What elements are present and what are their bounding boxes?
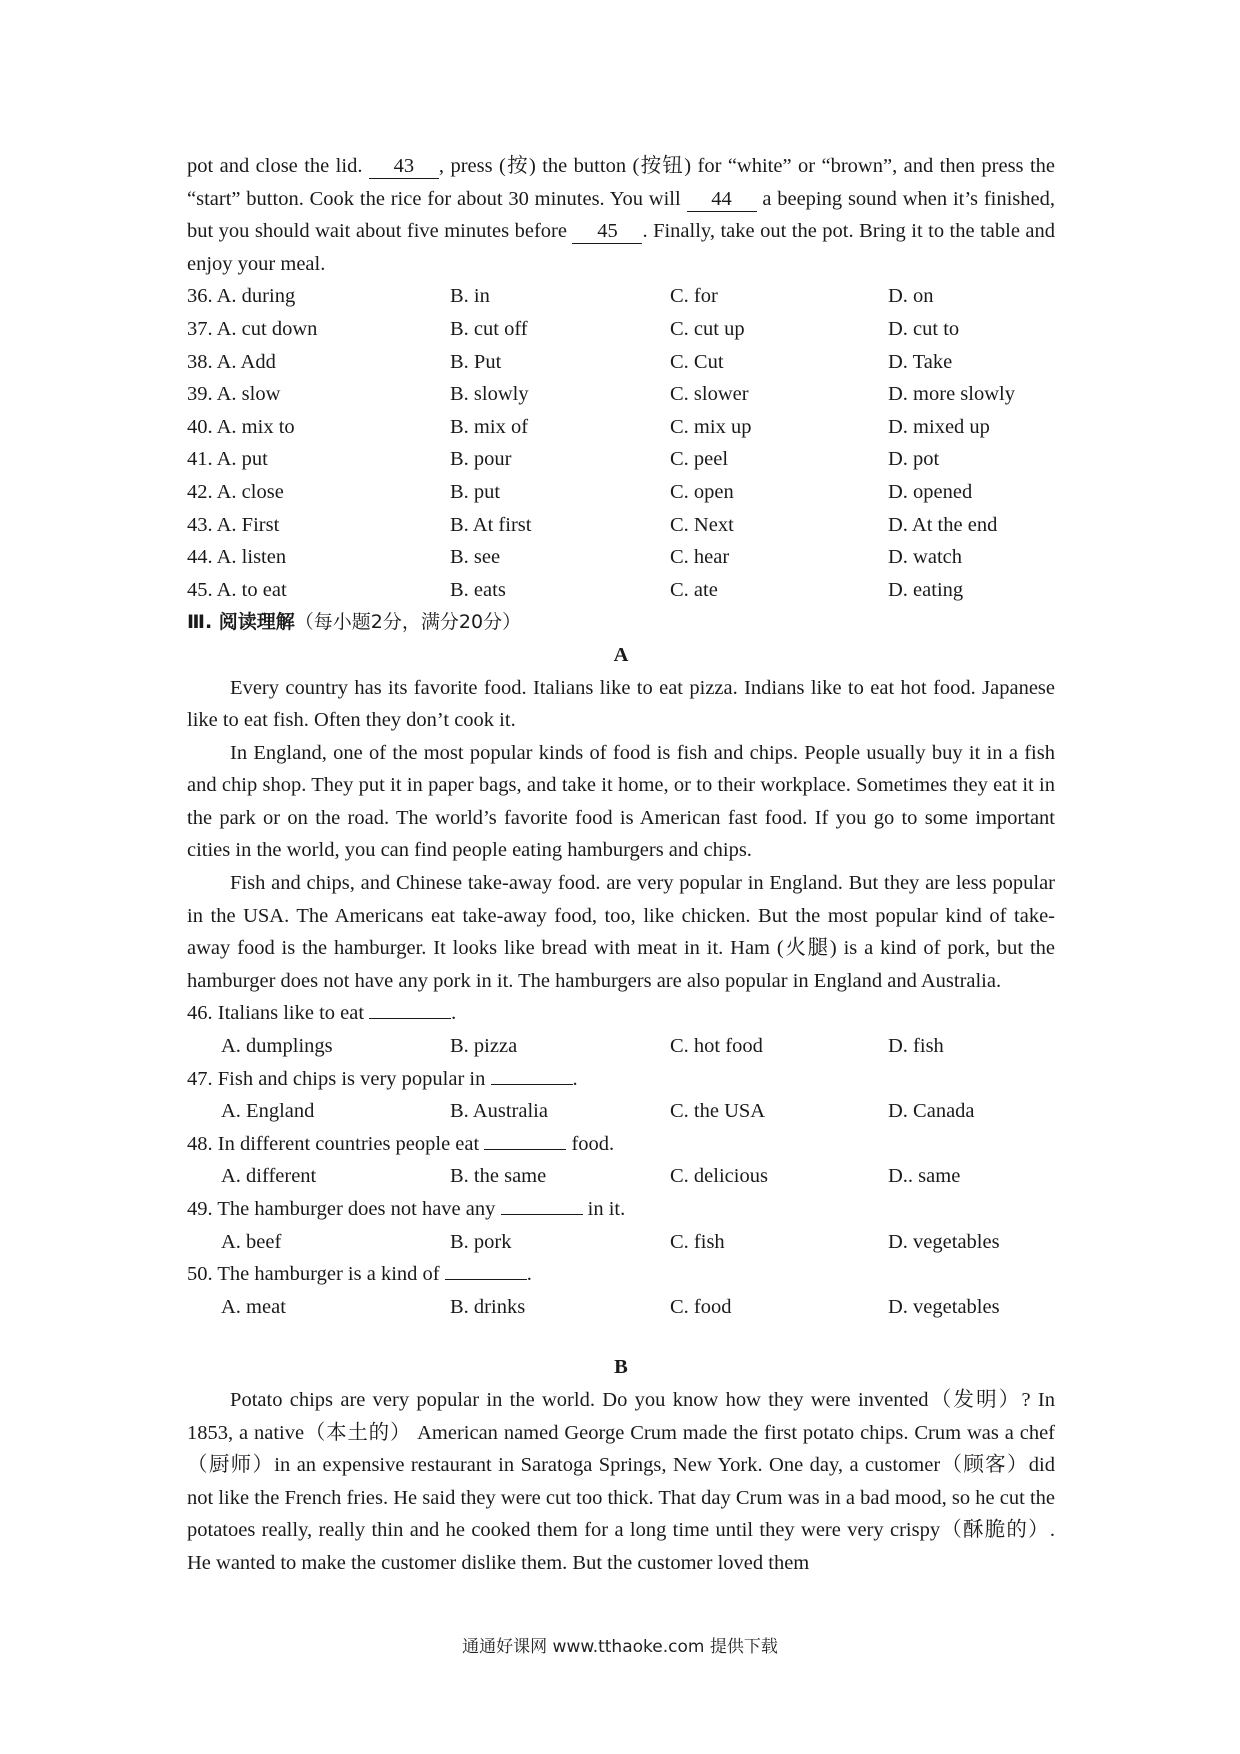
option-b: B. pork: [450, 1230, 512, 1253]
passage-paragraph: Potato chips are very popular in the world. Do you know how they were invented（发明）? In 1853, a native（本土的） American named George Crum made the first potato chips. Crum was a chef（厨师）in an expensive restaurant in Saratoga Springs, New York. One day, a customer（顾客）did not like the French fries. He said they were cut too thick. That day Crum was in a bad mood, so he cut the potatoes really, really thin and he cooked them for a long time until they were very crispy（酥脆的）. He wanted to make the customer dislike them. But the customer loved them: [187, 1388, 1055, 1574]
option-a: 45. A. to eat: [187, 578, 287, 601]
spacer: [187, 1323, 1055, 1351]
option-b: B. eats: [450, 578, 506, 601]
question-stem: [187, 997, 1055, 1030]
option-d: D. vegetables: [888, 1230, 1000, 1253]
stem-text: .: [572, 1067, 578, 1090]
option-row: [187, 443, 1055, 476]
option-d: D. mixed up: [888, 415, 990, 438]
option-a: 43. A. First: [187, 513, 280, 536]
option-d: D. Canada: [888, 1100, 975, 1123]
option-c: C. hot food: [670, 1035, 763, 1058]
question-stem: [187, 1258, 1055, 1291]
option-d: D. opened: [888, 480, 973, 503]
option-b: B. drinks: [450, 1295, 526, 1318]
passage-paragraph: Fish and chips, and Chinese take-away food. are very popular in England. But they are less popular in the USA. The Americans eat take-away food, too, like chicken. But the most popular kind of take-away food is the hamburger. It looks like bread with meat in it. Ham (火腿) is a kind of pork, but the hamburger does not have any pork in it. The hamburgers are also popular in England and Australia.: [187, 872, 1055, 992]
option-d: D. more slowly: [888, 383, 1015, 406]
option-row: [187, 476, 1055, 509]
cloze-text: , press (按) the button (按钮) for “white” or “brown”, and then press the “start” button. Cook the rice for about 30 minutes. You will: [187, 155, 1055, 210]
stem-text: 50. The hamburger is a kind of: [187, 1263, 445, 1286]
option-a: 44. A. listen: [187, 546, 287, 569]
option-c: C. delicious: [670, 1165, 768, 1188]
passage-a-title: A: [613, 643, 629, 666]
option-c: C. ate: [670, 578, 718, 601]
option-a: 41. A. put: [187, 448, 268, 471]
option-b: B. pizza: [450, 1035, 518, 1058]
cloze-passage-tail: [187, 150, 1055, 280]
option-d: D. cut to: [888, 317, 960, 340]
answer-blank: [491, 1084, 573, 1085]
cloze-text: . Finally, take out the pot. Bring it to the table and enjoy your meal.: [187, 220, 1056, 275]
section-title: Ⅲ. 阅读理解: [187, 611, 295, 634]
stem-text: in it.: [582, 1198, 626, 1220]
option-row: [187, 411, 1055, 444]
option-a: 42. A. close: [187, 480, 284, 503]
option-c: C. for: [670, 285, 718, 308]
option-a: 36. A. during: [187, 285, 296, 308]
option-b: B. Put: [450, 350, 502, 373]
stem-text: .: [451, 1002, 457, 1025]
option-c: C. fish: [670, 1230, 725, 1253]
question-list: [187, 997, 1055, 1323]
option-row: [187, 378, 1055, 411]
option-d: D. Take: [888, 350, 953, 373]
option-d: D. on: [888, 285, 934, 308]
cloze-text: a beeping sound when it’s finished, but you should wait about five minutes before: [187, 187, 1055, 243]
option-c: C. Next: [670, 513, 734, 536]
option-row: [187, 574, 1055, 607]
stem-text: 46. Italians like to eat: [187, 1002, 370, 1025]
option-c: C. cut up: [670, 317, 745, 340]
option-b: B. the same: [450, 1165, 547, 1188]
section-heading: [187, 606, 1055, 639]
option-a: 37. A. cut down: [187, 317, 318, 340]
stem-text: 49. The hamburger does not have any: [187, 1198, 501, 1220]
question-stem: [187, 1193, 1055, 1226]
option-row: [187, 346, 1055, 379]
option-row: [187, 1160, 1055, 1193]
option-d: D.. same: [888, 1165, 961, 1188]
passage-b-title: B: [614, 1356, 628, 1379]
option-d: D. At the end: [888, 513, 998, 536]
cloze-text: pot and close the lid.: [187, 155, 369, 177]
option-c: C. Cut: [670, 350, 724, 373]
passage-paragraph: Every country has its favorite food. Italians like to eat pizza. Indians like to eat hot food. Japanese like to eat fish. Often they don’t cook it.: [187, 676, 1055, 732]
option-b: B. in: [450, 285, 490, 308]
option-c: C. the USA: [670, 1100, 766, 1123]
option-d: D. fish: [888, 1035, 944, 1058]
section-note: （每小题2分，满分20分）: [294, 611, 522, 634]
option-a: 40. A. mix to: [187, 415, 295, 438]
exam-page: [187, 150, 1055, 1580]
option-b: B. pour: [450, 448, 512, 471]
option-b: B. slowly: [450, 383, 529, 406]
question-stem: [187, 1063, 1055, 1096]
option-d: D. watch: [888, 546, 963, 569]
option-row: [187, 280, 1055, 313]
option-a: A. dumplings: [221, 1035, 333, 1058]
cloze-options: [187, 280, 1055, 606]
stem-text: .: [526, 1263, 532, 1286]
answer-blank: [369, 1018, 451, 1019]
option-c: C. mix up: [670, 415, 752, 438]
option-a: A. beef: [221, 1230, 282, 1253]
option-row: [187, 509, 1055, 542]
blank-43: 43: [369, 154, 439, 179]
option-b: B. put: [450, 480, 501, 503]
option-d: D. eating: [888, 578, 964, 601]
option-a: A. England: [221, 1100, 315, 1123]
stem-text: 47. Fish and chips is very popular in: [187, 1067, 491, 1090]
option-row: [187, 1030, 1055, 1063]
answer-blank: [484, 1149, 566, 1150]
option-c: C. open: [670, 480, 734, 503]
option-b: B. see: [450, 546, 501, 569]
question-stem: [187, 1128, 1055, 1161]
option-row: [187, 1291, 1055, 1324]
answer-blank: [445, 1279, 527, 1280]
answer-blank: [501, 1214, 583, 1215]
passage-paragraph: In England, one of the most popular kinds of food is fish and chips. People usually buy it in a fish and chip shop. They put it in paper bags, and take it home, or to their workplace. Sometimes they eat it in the park or on the road. The world’s favorite food is American fast food. If you go to some important cities in the world, you can find people eating hamburgers and chips.: [187, 741, 1055, 862]
stem-text: food.: [566, 1132, 615, 1155]
option-c: C. hear: [670, 546, 730, 569]
stem-text: 48. In different countries people eat: [187, 1132, 485, 1155]
option-c: C. food: [670, 1295, 732, 1318]
option-c: C. peel: [670, 448, 729, 471]
option-row: [187, 1226, 1055, 1259]
option-row: [187, 541, 1055, 574]
option-b: B. At first: [450, 513, 532, 536]
option-a: A. meat: [221, 1295, 286, 1318]
option-b: B. cut off: [450, 317, 528, 340]
option-b: B. mix of: [450, 415, 529, 438]
option-a: A. different: [221, 1165, 317, 1188]
option-b: B. Australia: [450, 1100, 548, 1123]
blank-45: 45: [572, 219, 642, 244]
option-row: [187, 313, 1055, 346]
option-c: C. slower: [670, 383, 749, 406]
blank-44: 44: [687, 187, 757, 212]
option-a: 39. A. slow: [187, 383, 281, 406]
option-a: 38. A. Add: [187, 350, 276, 373]
option-d: D. pot: [888, 448, 940, 471]
page-footer: 通通好课网 www.tthaoke.com 提供下载: [462, 1637, 778, 1657]
option-row: [187, 1095, 1055, 1128]
option-d: D. vegetables: [888, 1295, 1000, 1318]
